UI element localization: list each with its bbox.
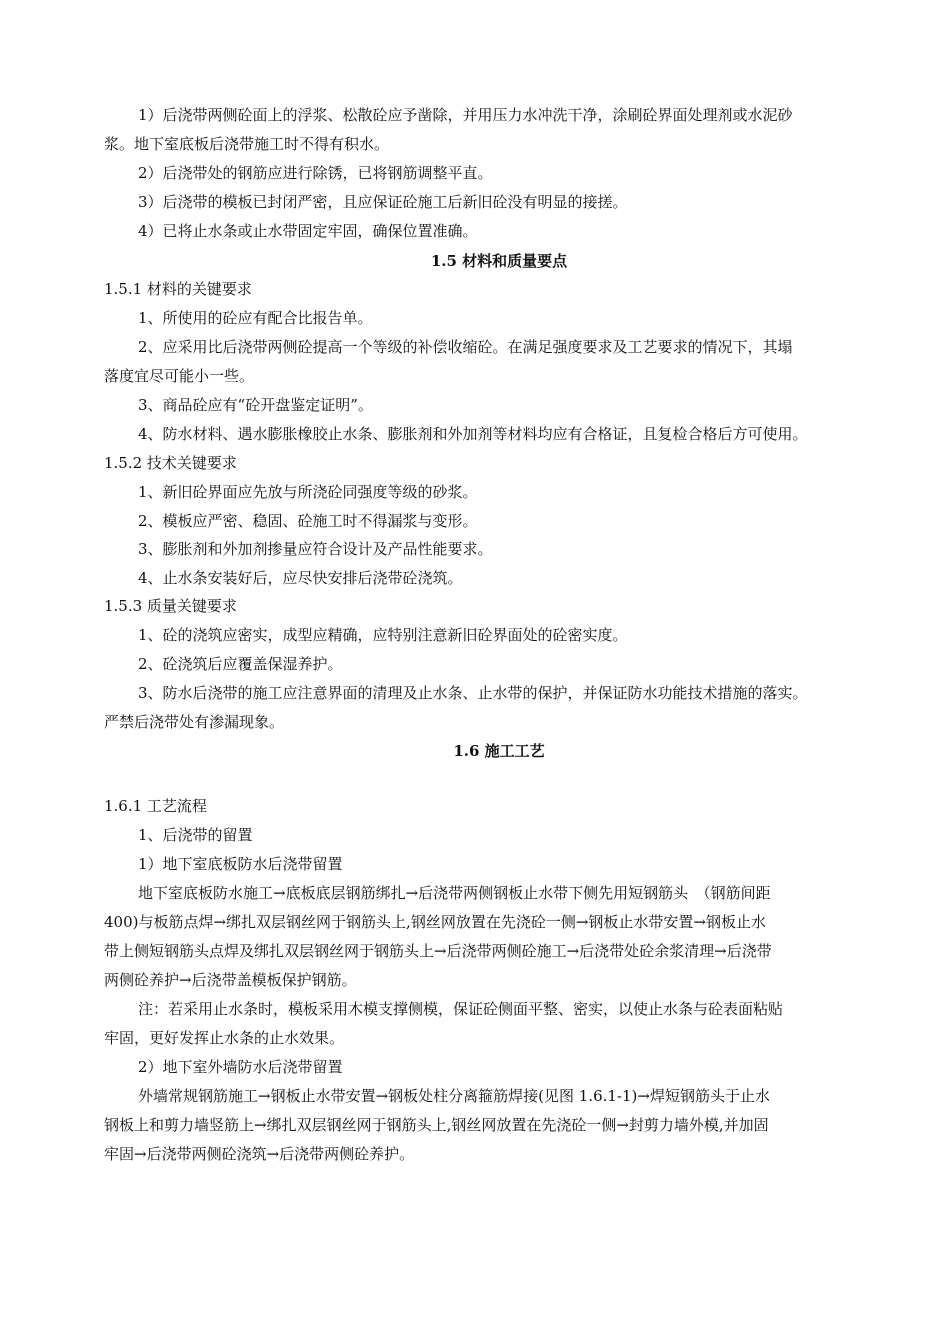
paragraph-line: 2）地下室外墙防水后浇带留置 — [138, 1058, 343, 1076]
subsection-heading: 1.5.3 质量关键要求 — [104, 597, 237, 615]
paragraph-line: 4）已将止水条或止水带固定牢固，确保位置准确。 — [138, 222, 478, 240]
paragraph-line: 牢固，更好发挥止水条的止水效果。 — [104, 1029, 345, 1047]
paragraph-line: 2）后浇带处的钢筋应进行除锈，已将钢筋调整平直。 — [138, 164, 493, 182]
paragraph-line: 2、砼浇筑后应覆盖保湿养护。 — [138, 655, 343, 673]
paragraph-line: 地下室底板防水施工→底板底层钢筋绑扎→后浇带两侧钢板止水带下侧先用短钢筋头 （钢筋间距 — [138, 884, 771, 902]
paragraph-line: 400)与板筋点焊→绑扎双层钢丝网于钢筋头上,钢丝网放置在先浇砼一侧→钢板止水带安置→钢板止水 — [104, 913, 766, 931]
paragraph-line: 2、模板应严密、稳固、砼施工时不得漏浆与变形。 — [138, 512, 478, 530]
paragraph-line: 牢固→后浇带两侧砼浇筑→后浇带两侧砼养护。 — [104, 1145, 415, 1163]
paragraph-line: 浆。地下室底板后浇带施工时不得有积水。 — [104, 135, 390, 153]
paragraph-line: 两侧砼养护→后浇带盖模板保护钢筋。 — [104, 971, 357, 989]
subsection-heading: 1.5.1 材料的关键要求 — [104, 280, 252, 298]
section-heading: 1.5 材料和质量要点 — [430, 252, 568, 270]
paragraph-line: 3、防水后浇带的施工应注意界面的清理及止水条、止水带的保护，并保证防水功能技术措施的落实。 — [138, 684, 808, 702]
paragraph-line: 1）地下室底板防水后浇带留置 — [138, 855, 343, 873]
paragraph-line: 1、后浇带的留置 — [138, 826, 253, 844]
paragraph-line: 带上侧短钢筋头点焊及绑扎双层钢丝网于钢筋头上→后浇带两侧砼施工→后浇带处砼余浆清理→后浇带 — [104, 942, 772, 960]
subsection-heading: 1.5.2 技术关键要求 — [104, 454, 237, 472]
paragraph-line: 1）后浇带两侧砼面上的浮浆、松散砼应予凿除，并用压力水冲洗干净，涂刷砼界面处理剂或水泥砂 — [138, 106, 793, 124]
paragraph-line: 1、所使用的砼应有配合比报告单。 — [138, 309, 373, 327]
paragraph-line: 落度宜尽可能小一些。 — [104, 367, 255, 385]
paragraph-line: 1、砼的浇筑应密实，成型应精确，应特别注意新旧砼界面处的砼密实度。 — [138, 626, 628, 644]
paragraph-line: 4、防水材料、遇水膨胀橡胶止水条、膨胀剂和外加剂等材料均应有合格证，且复检合格后方可使用。 — [138, 425, 808, 443]
paragraph-line: 4、止水条安装好后，应尽快安排后浇带砼浇筑。 — [138, 569, 463, 587]
paragraph-line: 外墙常规钢筋施工→钢板止水带安置→钢板处柱分离箍筋焊接(见图 1.6.1-1)→焊短钢筋头于止水 — [138, 1087, 770, 1105]
paragraph-line: 1、新旧砼界面应先放与所浇砼同强度等级的砂浆。 — [138, 483, 478, 501]
paragraph-line: 3、商品砼应有“砼开盘鉴定证明”。 — [138, 396, 373, 414]
paragraph-line: 3、膨胀剂和外加剂掺量应符合设计及产品性能要求。 — [138, 540, 493, 558]
paragraph-line: 钢板上和剪力墙竖筋上→绑扎双层钢丝网于钢筋头上,钢丝网放置在先浇砼一侧→封剪力墙外模,并加固 — [104, 1116, 769, 1134]
paragraph-line: 注：若采用止水条时，模板采用木模支撑侧模，保证砼侧面平整、密实，以使止水条与砼表面粘贴 — [138, 1000, 784, 1018]
paragraph-line: 3）后浇带的模板已封闭严密，且应保证砼施工后新旧砼没有明显的接搓。 — [138, 193, 628, 211]
paragraph-line: 严禁后浇带处有渗漏现象。 — [104, 713, 285, 731]
section-heading: 1.6 施工工艺 — [453, 742, 545, 760]
subsection-heading: 1.6.1 工艺流程 — [104, 797, 207, 815]
paragraph-line: 2、应采用比后浇带两侧砼提高一个等级的补偿收缩砼。在满足强度要求及工艺要求的情况下，其塌 — [138, 338, 793, 356]
